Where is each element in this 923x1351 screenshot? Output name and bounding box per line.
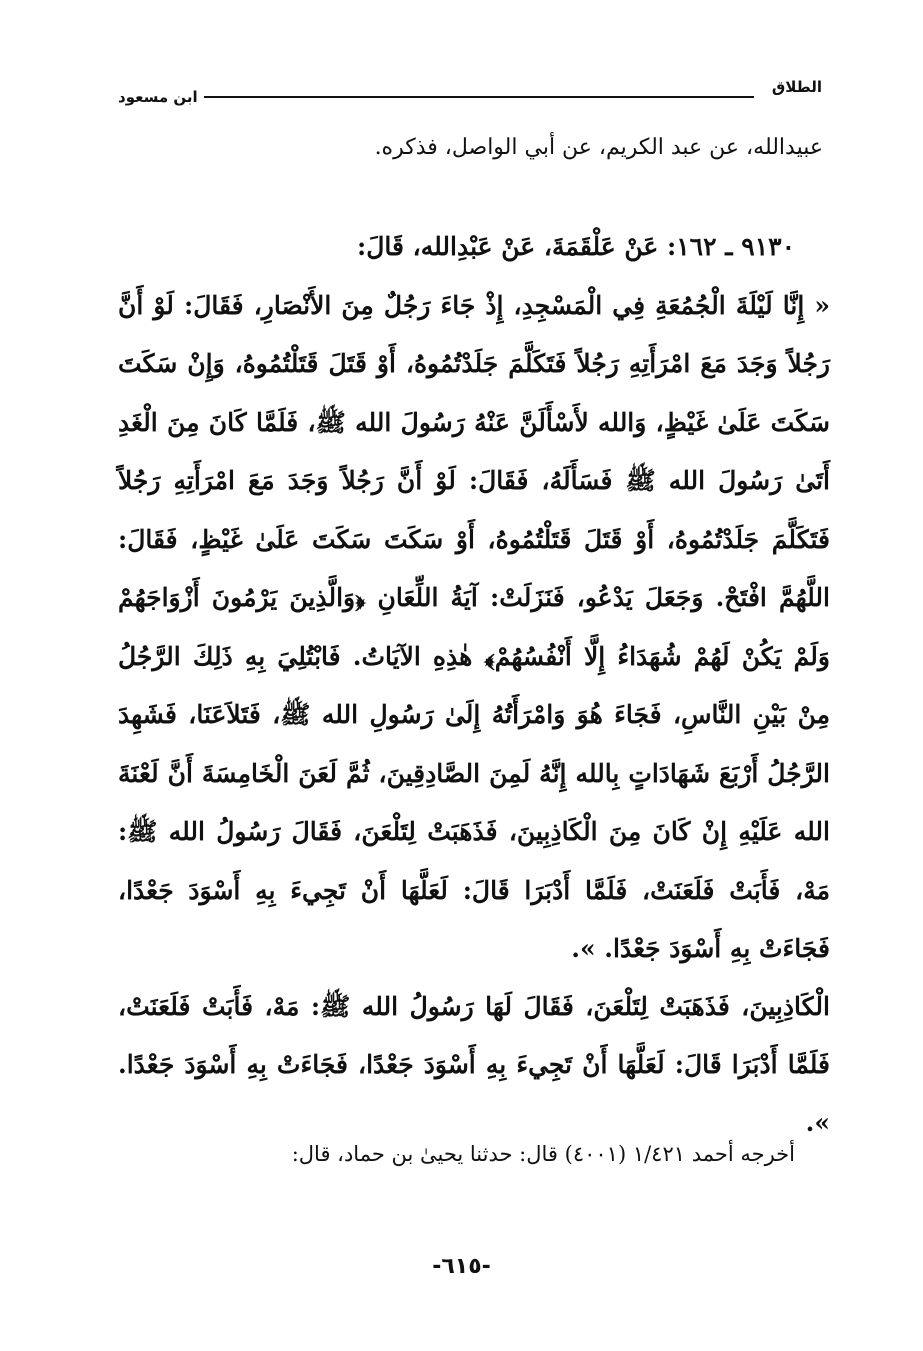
page-number: -٦١٥- (432, 1254, 491, 1279)
takhrij-footnote: أخرجه أحمد ١/٤٢١ (٤٠٠١) قال: حدثنا يحيىٰ بن حماد، قال: (291, 1142, 795, 1166)
chapter-title: الطلاق (766, 78, 822, 96)
section-title: ابن مسعود (118, 88, 204, 106)
variant-text: الْكَاذِبِينَ، فَذَهَبَتْ لِتَلْعَنَ، فَقَالَ لَهَا رَسُولُ الله ﷺ: مَهْ، فَأَبَتْ فَلَعَنَتْ، فَلَمَّا أَدْبَرَا قَالَ: لَعَلَّهَا أَنْ تَجِيءَ بِهِ أَسْوَدَ جَعْدًا، فَجَاءَتْ بِهِ أَسْوَدَ جَعْدًا. ». (118, 992, 830, 1137)
isnad-continuation: عبيدالله، عن عبد الكريم، عن أبي الواصل، فذكره. (374, 135, 823, 160)
header-rule (196, 96, 754, 98)
hadith-heading: ٩١٣٠ ـ ١٦٢: عَنْ عَلْقَمَةَ، عَنْ عَبْدِالله، قَالَ: (356, 232, 795, 261)
hadith-block (118, 218, 830, 979)
hadith-text: « إِنَّا لَيْلَةَ الْجُمُعَةِ فِي الْمَسْجِدِ، إِذْ جَاءَ رَجُلٌ مِنَ الأَنْصَارِ، فَقَالَ: لَوْ أَنَّ رَجُلاً وَجَدَ مَعَ امْرَأَتِهِ رَجُلاً فَتَكَلَّمَ جَلَدْتُمُوهُ، أَوْ قَتَلَ قَتَلْتُمُوهُ، وَإِنْ سَكَتَ سَكَتَ عَلَىٰ غَيْظٍ، وَالله لأَسْأَلَنَّ عَنْهُ رَسُولَ الله ﷺ، فَلَمَّا كَانَ مِنَ الْغَدِ أَتَىٰ رَسُولَ الله ﷺ فَسَأَلَهُ، فَقَالَ: لَوْ أَنَّ رَجُلاً وَجَدَ مَعَ امْرَأَتِهِ رَجُلاً فَتَكَلَّمَ جَلَدْتُمُوهُ، أَوْ قَتَلَ قَتَلْتُمُوهُ، أَوْ سَكَتَ سَكَتَ عَلَىٰ غَيْظٍ، فَقَالَ: اللَّهُمَّ افْتَحْ. وَجَعَلَ يَدْعُو، فَنَزَلَتْ: آيَةُ اللِّعَانِ ﴿وَالَّذِينَ يَرْمُونَ أَزْوَاجَهُمْ وَلَمْ يَكُنْ لَهُمْ شُهَدَاءُ إِلَّا أَنْفُسُهُمْ﴾ هٰذِهِ الآيَاتُ. فَابْتُلِيَ بِهِ ذَلِكَ الرَّجُلُ مِنْ بَيْنِ النَّاسِ، فَجَاءَ هُوَ وَامْرَأَتُهُ إِلَىٰ رَسُولِ الله ﷺ، فَتَلاَعَنَا، فَشَهِدَ الرَّجُلُ أَرْبَعَ شَهَادَاتٍ بِالله إِنَّهُ لَمِنَ الصَّادِقِينَ، ثُمَّ لَعَنَ الْخَامِسَةَ أَنَّ لَعْنَةَ الله عَلَيْهِ إِنْ كَانَ مِنَ الْكَاذِبِينَ، فَذَهَبَتْ لِتَلْعَنَ، فَقَالَ رَسُولُ الله ﷺ: مَهْ، فَأَبَتْ فَلَعَنَتْ، فَلَمَّا أَدْبَرَا قَالَ: لَعَلَّهَا أَنْ تَجِيءَ بِهِ أَسْوَدَ جَعْدًا، فَجَاءَتْ بِهِ أَسْوَدَ جَعْدًا. ». (118, 290, 831, 963)
running-header (118, 78, 822, 106)
